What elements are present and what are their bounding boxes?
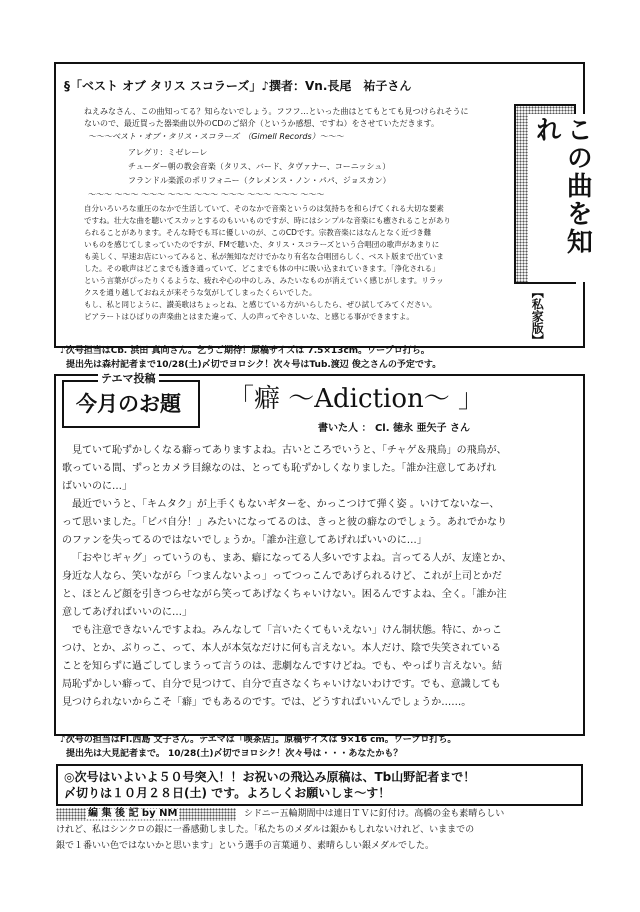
body-line: でも注意できないんですよね。みんなして「言いたくてもいえない」けん制状態。特に、かっこ: [72, 625, 502, 636]
side-label: 【私家版】: [530, 286, 545, 346]
body-line: 最近でいうと、「キムタク」が上手くもないギターを、かっこつけて弾く姿 。いけてないなー、: [72, 499, 500, 510]
body-line: もし、私と同じように、讃美歌はちょっとね、と感じている方がいらしたら、ぜひ試してみてください。: [84, 300, 437, 309]
body-line: 見つけられないからこそ「癖」でもあるのです。では、どうすればいいんでしょうか……。: [62, 697, 472, 708]
editor-label: 編 集 後 記 by NM: [88, 808, 178, 819]
topic-badge: [62, 372, 200, 428]
body-line: ピアラートはひばりの声楽曲とはまた違って、人の声ってやさしいな、と感じる事ができますよ。: [84, 312, 414, 321]
body-line: チューダー朝の教会音楽（タリス、バード、タヴァナー、コーニッシュ）: [128, 162, 391, 171]
announcement-line: 〆切りは１０月２８日(土) です。よろしくお願いしま～す！: [64, 786, 391, 800]
editor-line: けれど、私はシンクロの銀に一番感動しました。「私たちのメダルは銀かもしれないけれど、いままでの: [56, 825, 475, 835]
review-footer-line: ♪次号担当はCb. 浜田 真向さん。乞うご期待！原稿サイズは 7.5×13cm。ワープロ打ち。: [60, 346, 430, 356]
body-line: という言葉がぴったりくるような、疲れや心の中のしみ、みたいなものが消えていく感じがします。リラッ: [84, 276, 444, 285]
body-line: られることがあります。そんな時でも耳に優しいのが、このCDです。宗教音楽にはなんとなく近づき難: [84, 228, 432, 237]
review-heading: §「ベスト オブ タリス スコラーズ」♪撰者：Vn.長尾 祐子さん: [64, 79, 412, 93]
topic-badge-top: テエマ投稿: [98, 373, 159, 384]
topic-title: 「癖 ～Adiction～ 」: [228, 384, 484, 414]
editor-label-box: [56, 808, 236, 821]
topic-badge-main: 今月のお題: [76, 392, 181, 416]
body-line: 身近な人なら、笑いながら「つまんないよっ」ってつっこんであげられるけど、これが上司とかだ: [62, 571, 502, 582]
editor-line: シドニー五輪期間中は連日ＴＶに釘付け。高橋の金も素晴らしい: [244, 809, 505, 819]
announcement-box: [56, 764, 583, 806]
body-line: ことを知らずに過ごしてしまうって言うのは、悲劇なんですけどね。でも、やっぱり言えない。結: [62, 661, 502, 672]
body-line: いものを感じてしまっていたのですが、FMで聴いた、タリス・スコラーズという合唱団の歌声があまりに: [84, 240, 440, 249]
body-line: 意してあげればいいのに…」: [62, 607, 192, 618]
side-tab-text: この曲を知れ: [528, 114, 594, 282]
body-line: 「おやじギャグ」っていうのも、まあ、癖になってる人多いですよね。言ってる人が、友達とか、: [72, 553, 512, 564]
body-line: した。その歌声はどこまでも透き通っていて、どこまでも体の中に吸い込まれていきます。「浄化される」: [84, 264, 440, 273]
editor-line: 銀で１番いい色ではないかと思います」という選手の言葉通り、素晴らしい銀メダルでした。: [56, 841, 435, 851]
body-line: 自分いろいろな重圧のなかで生活していて、そのなかで音楽というのは気持ちを和らげてくれる大切な要素: [84, 204, 444, 213]
body-line: ですね。壮大な曲を聴いてスカッとするのもいいものですが、時にはシンプルな音楽にも癒されることがあり: [84, 216, 451, 225]
review-footer-line: 提出先は森村記者まで10/28(土)〆切でヨロシク！次々号はTub.渡辺 俊之さんの予定です。: [66, 360, 442, 370]
body-line: フランドル楽派のポリフォニー（クレメンス・ノン・パパ、ジョスカン）: [128, 176, 391, 185]
body-line: ばいいのに…」: [62, 481, 132, 492]
announcement-line: ◎次号はいよいよ５０号突入！！お祝いの飛込み原稿は、Tb山野記者まで！: [64, 770, 476, 784]
body-line: ないので、最近買った器楽曲以外のCDのご紹介（というか感想、ですね）をさせていただきます。: [84, 119, 439, 128]
editor-note: [56, 808, 579, 860]
body-line: 歌っている間、ずっとカメラ目線なのは、とっても恥ずかしくなりました。「誰か注意してあげれ: [62, 463, 497, 474]
body-line: も美しく、早速お店にいってみると、私が無知なだけでかなり有名な合唱団らしく、ベスト版まで出ていま: [84, 252, 444, 261]
body-line: クスを通り越しておねえが来そうな気がしてしまったくらいでした。: [84, 288, 317, 297]
side-tab: [514, 104, 593, 284]
topic-footer-line: ♪次号の担当はFl.西島 文子さん。テエマは「喫茶店」。原稿サイズは 9×16 cm。ワープロ打ち。: [60, 735, 457, 745]
body-line: 見ていて恥ずかしくなる癖ってありますよね。古いところでいうと、「チャゲ＆飛鳥」の飛鳥が、: [72, 445, 507, 456]
body-line: のファンを失ってるのではないでしょうか。「誰か注意してあげればいいのに…」: [62, 535, 427, 546]
body-line: アレグリ：ミゼレーレ: [128, 148, 208, 157]
body-line: 局恥ずかしい癖って、自分で見つけて、自分で直さなくちゃいけないわけです。でも、意識しても: [62, 679, 501, 690]
body-line: と、ほとんど顔を引きつらせながら笑ってあげなくちゃいけない。困るんですよね、全く。「誰か注: [62, 589, 507, 600]
body-line: つけ、とか、ぶりっこ、って、本人が本気なだけに何も言えない。本人だけ、陰で失笑されている: [62, 643, 501, 654]
body-line: ねえみなさん、この曲知ってる？知らないでしょう。フフフ…といった曲はとてもとても見つけられそうに: [84, 107, 469, 116]
body-line: ～～～ ～～～ ～～～ ～～～ ～～～ ～～～ ～～～ ～～～ ～～～: [88, 190, 325, 199]
topic-author: 書いた人 ： Cl. 徳永 亜矢子 さん: [318, 423, 470, 434]
body-line: ～～～ベスト・オブ・タリス・スコラーズ （Gimell Records）～～～: [88, 132, 344, 141]
body-line: って思いました。「ビバ自分！」みたいになってるのは、きっと彼の癖なのでしょう。あれでかなり: [62, 517, 507, 528]
topic-footer-line: 提出先は大見記者まで。 10/28(土)〆切でヨロシク！次々号は・・・あなたかも？: [66, 749, 403, 759]
